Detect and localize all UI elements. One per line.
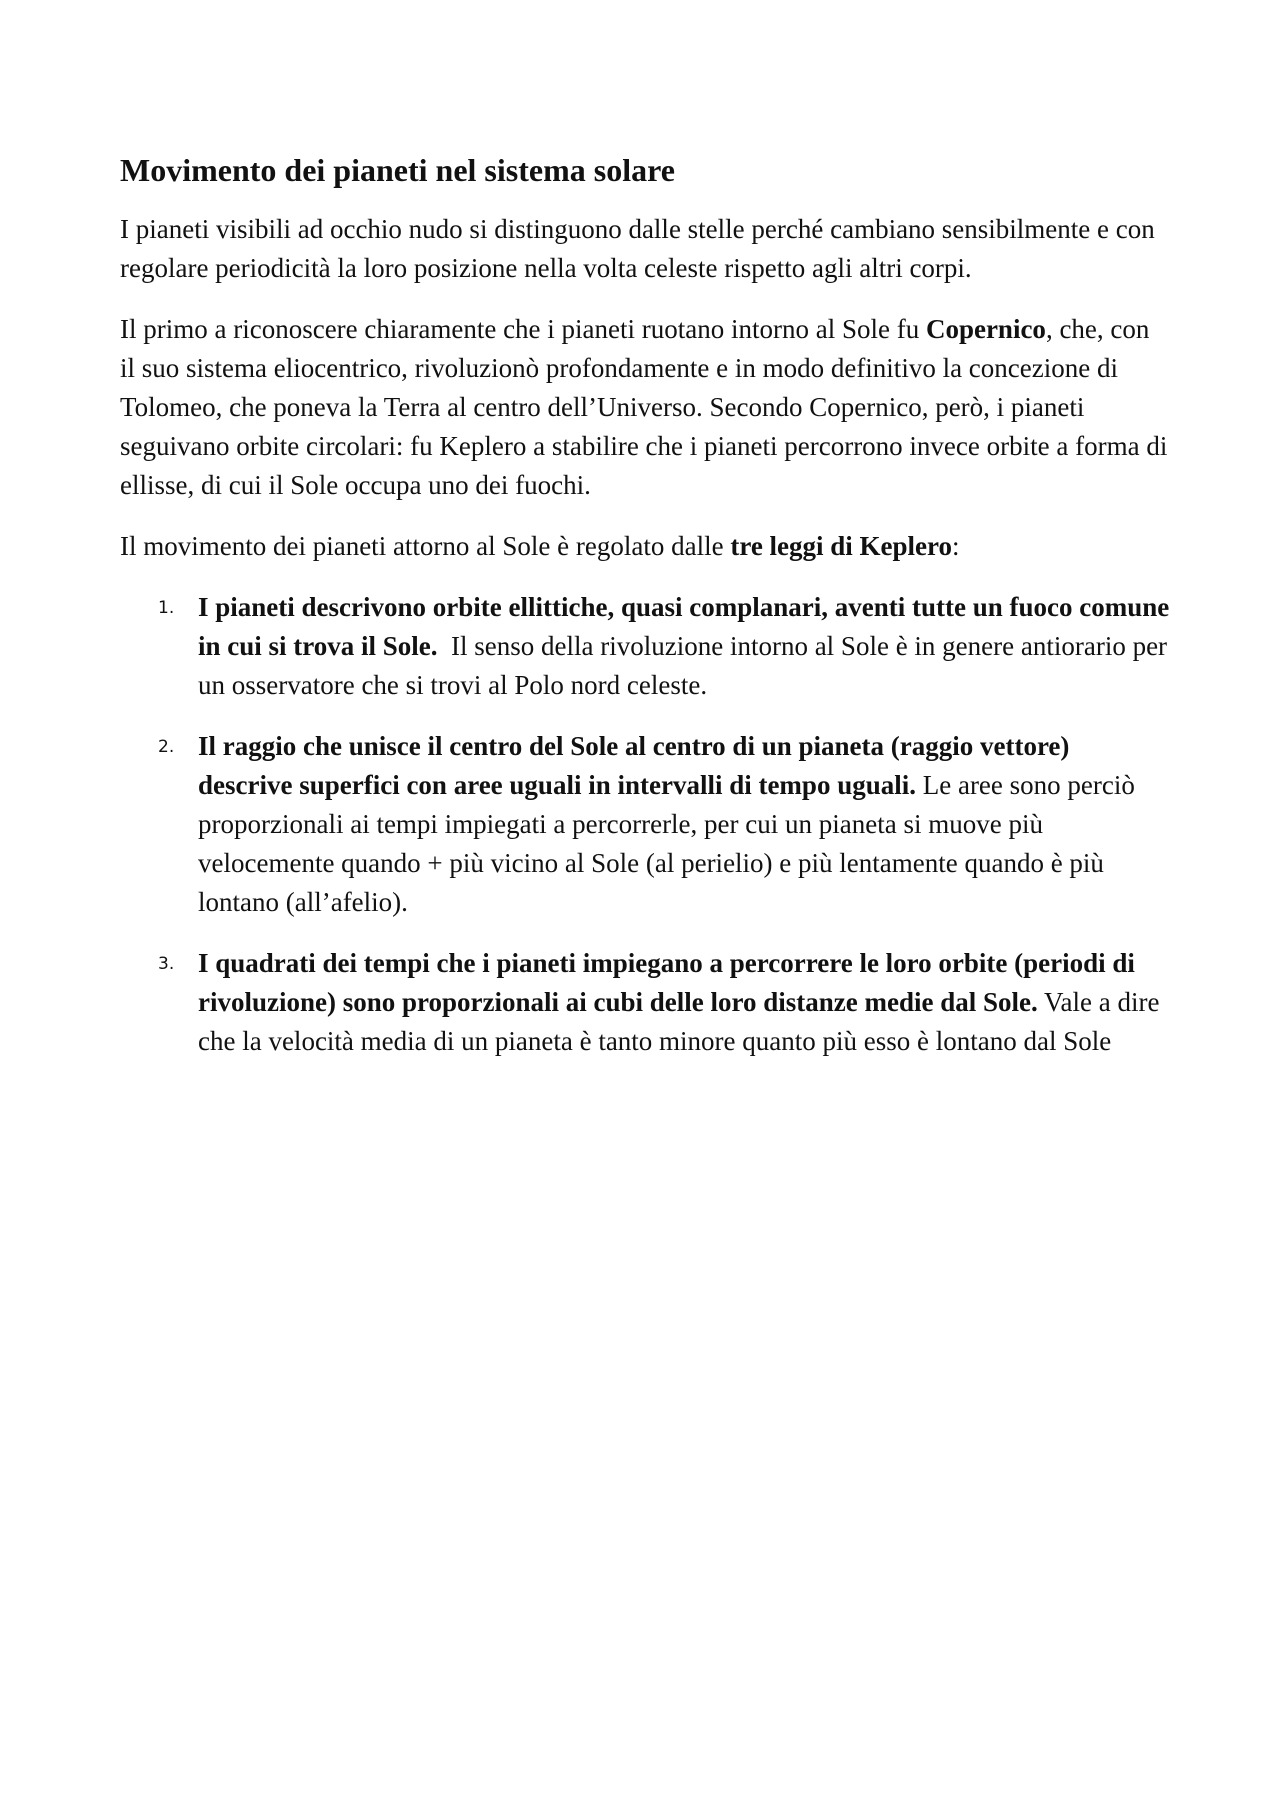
list-item-number: 3. bbox=[158, 954, 175, 974]
copernicus-paragraph bbox=[120, 310, 1170, 505]
page-title: Movimento dei pianeti nel sistema solare bbox=[120, 152, 675, 188]
copernicus-rest: , che, con il suo sistema eliocentrico, rivoluzionò profondamente e in modo definitivo la concezione di Tolomeo, che poneva la Terra al centro dell’Universo. Secondo Copernico, però, i pianeti seguivano orbite circolari: fu Keplero a stabilire che i pianeti percorrono invece orbite a forma di ellisse, di cui il Sole occupa uno dei fuochi. bbox=[120, 314, 1168, 500]
kepler-laws-term: tre leggi di Keplero bbox=[730, 531, 953, 561]
kepler-intro-lead: Il movimento dei pianeti attorno al Sole è regolato dalle bbox=[120, 531, 724, 561]
law-statement: Il raggio che unisce il centro del Sole al centro di un pianeta (raggio vettore) descrive superfici con aree uguali in intervalli di tempo uguali. bbox=[198, 731, 1070, 800]
copernicus-name: Copernico bbox=[925, 314, 1046, 344]
list-item bbox=[120, 944, 1170, 1061]
law-explanation: Il senso della rivoluzione intorno al Sole è in genere antiorario per un osservatore che si trovi al Polo nord celeste. bbox=[198, 631, 1168, 700]
list-item bbox=[120, 727, 1170, 922]
kepler-intro-tail: : bbox=[952, 531, 960, 561]
list-item bbox=[120, 588, 1170, 705]
law-explanation: Vale a dire che la velocità media di un pianeta è tanto minore quanto più esso è lontano dal Sole bbox=[198, 987, 1160, 1056]
law-explanation: Le aree sono perciò proporzionali ai tempi impiegati a percorrerle, per cui un pianeta si muove più velocemente quando + più vicino al Sole (al perielio) e più lentamente quando è più lontano (all’afelio). bbox=[198, 770, 1135, 917]
law-statement: I pianeti descrivono orbite ellittiche, quasi complanari, aventi tutte un fuoco comune in cui si trova il Sole. bbox=[198, 592, 1170, 661]
kepler-intro-paragraph bbox=[120, 527, 1170, 566]
list-item-number: 2. bbox=[158, 737, 175, 757]
document-page bbox=[120, 150, 1170, 1083]
copernicus-lead: Il primo a riconoscere chiaramente che i pianeti ruotano intorno al Sole fu bbox=[120, 314, 920, 344]
law-statement: I quadrati dei tempi che i pianeti impiegano a percorrere le loro orbite (periodi di rivoluzione) sono proporzionali ai cubi delle loro distanze medie dal Sole. bbox=[198, 948, 1135, 1017]
list-item-number: 1. bbox=[158, 598, 175, 618]
intro-paragraph: I pianeti visibili ad occhio nudo si distinguono dalle stelle perché cambiano sensibilmente e con regolare periodicità la loro posizione nella volta celeste rispetto agli altri corpi. bbox=[120, 214, 1155, 283]
kepler-laws-list bbox=[120, 588, 1170, 1061]
